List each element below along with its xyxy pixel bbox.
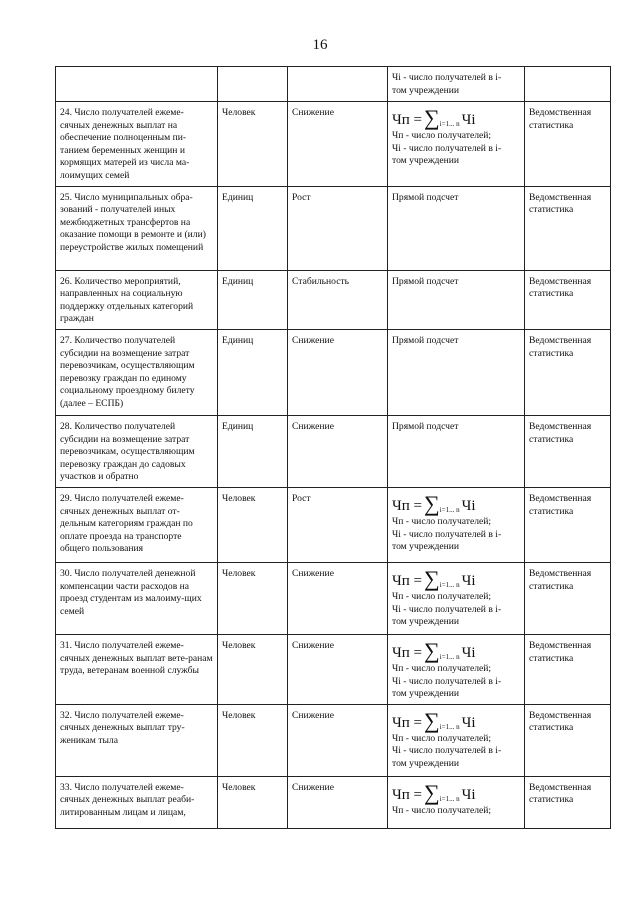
sum-symbol: ∑ [424, 105, 440, 130]
method-cell [388, 270, 525, 329]
sum-symbol: ∑ [424, 637, 440, 663]
method-text-line: Прямой подсчет [392, 275, 459, 287]
method-text-line: Чi - число получателей в i- [392, 528, 502, 540]
formula-term: Чi [461, 572, 476, 589]
unit-cell: Человек [218, 704, 288, 776]
unit-cell: Единиц [218, 329, 288, 415]
formula [392, 565, 520, 591]
method-cell [388, 102, 525, 187]
indicator-name-cell: 26. Количество мероприятий, направленных на социальную поддержку отдельных категорий граждан [56, 270, 218, 329]
formula-term: Чi [461, 714, 476, 731]
source-cell: Ведомственная статистика [525, 562, 611, 634]
formula-term: Чi [461, 786, 476, 803]
indicator-name-cell: 32. Число получателей ежеме-сячных денежных выплат тру-женикам тыла [56, 704, 218, 776]
indicator-name-cell: 30. Число получателей денежной компенсации части расходов на проезд студентам из малоиму-щих семей [56, 562, 218, 634]
unit-cell: Человек [218, 102, 288, 187]
table-row [56, 562, 611, 634]
trend-cell: Снижение [288, 704, 388, 776]
method-cell [388, 487, 525, 562]
method-text-line: Прямой подсчет [392, 334, 459, 346]
method-text-line: том учреждении [392, 757, 459, 769]
source-cell: Ведомственная статистика [525, 487, 611, 562]
table-row [56, 67, 611, 102]
unit-cell: Человек [218, 487, 288, 562]
unit-cell: Человек [218, 634, 288, 704]
method-text-line: том учреждении [392, 84, 459, 96]
table-row [56, 102, 611, 187]
table-row [56, 704, 611, 776]
indicator-name-cell: 27. Количество получателей субсидии на возмещение затрат перевозчикам, осуществляющим перевозку граждан по единому социальному проездному билету (далее – ЕСПБ) [56, 329, 218, 415]
unit-cell: Единиц [218, 186, 288, 270]
source-cell: Ведомственная статистика [525, 186, 611, 270]
table-row [56, 270, 611, 329]
table-row [56, 186, 611, 270]
trend-cell: Снижение [288, 634, 388, 704]
method-cell [388, 704, 525, 776]
trend-cell: Снижение [288, 102, 388, 187]
method-text-line: Чi - число получателей в i- [392, 675, 502, 687]
formula-lhs: Чп = [392, 572, 422, 589]
method-cell [388, 634, 525, 704]
formula-term: Чi [461, 112, 476, 128]
method-text-line: Чi - число получателей в i- [392, 745, 502, 757]
method-text-line: Чп - число получателей; [392, 590, 492, 602]
table-row [56, 487, 611, 562]
trend-cell: Снижение [288, 562, 388, 634]
indicator-name-cell: 33. Число получателей ежеме-сячных денежных выплат реаби-литированным лицам и лицам, [56, 776, 218, 828]
trend-cell [288, 67, 388, 102]
sum-subscript: i=1... n [439, 652, 460, 661]
sum-symbol: ∑ [424, 490, 440, 516]
source-cell [525, 67, 611, 102]
table-row [56, 634, 611, 704]
unit-cell [218, 67, 288, 102]
method-cell [388, 415, 525, 487]
trend-cell: Снижение [288, 776, 388, 828]
formula-term: Чi [461, 644, 476, 661]
method-text-line: том учреждении [392, 616, 459, 628]
sum-subscript: i=1... n [439, 794, 460, 803]
formula [392, 107, 520, 129]
unit-cell: Человек [218, 562, 288, 634]
formula-lhs: Чп = [392, 497, 422, 514]
method-cell [388, 562, 525, 634]
source-cell: Ведомственная статистика [525, 329, 611, 415]
formula-lhs: Чп = [392, 644, 422, 661]
trend-cell: Стабильность [288, 270, 388, 329]
sum-subscript: i=1... n [439, 505, 460, 514]
source-cell: Ведомственная статистика [525, 704, 611, 776]
formula [392, 637, 520, 663]
table-row [56, 776, 611, 828]
method-text-line: Прямой подсчет [392, 191, 459, 203]
method-text-line: Прямой подсчет [392, 420, 459, 432]
table-body [56, 67, 611, 829]
formula [392, 707, 520, 733]
trend-cell: Рост [288, 186, 388, 270]
source-cell: Ведомственная статистика [525, 270, 611, 329]
indicator-name-cell [56, 67, 218, 102]
sum-symbol: ∑ [424, 779, 440, 805]
sum-symbol: ∑ [424, 565, 440, 591]
method-text-line: Чп - число получателей; [392, 130, 492, 141]
method-text-line: Чi - число получателей в i- [392, 142, 502, 154]
method-text-line: Чi - число получателей в i- [392, 72, 502, 83]
method-text-line: Чп - число получателей; [392, 804, 492, 816]
indicator-name-cell: 29. Число получателей ежеме-сячных денежных выплат от-дельным категориям граждан по оплате проезда на транспорте общего пользования [56, 487, 218, 562]
formula [392, 779, 520, 805]
method-text-line: том учреждении [392, 155, 459, 167]
table-row [56, 415, 611, 487]
formula-lhs: Чп = [392, 786, 422, 803]
method-cell [388, 186, 525, 270]
sum-symbol: ∑ [424, 707, 440, 733]
indicator-name-cell: 24. Число получателей ежеме-сячных денежных выплат на обеспечение полноценным пи-танием беременных женщин и кормящих матерей из числа ма-лоимущих семей [56, 102, 218, 187]
method-text-line: Чп - число получателей; [392, 662, 492, 674]
formula-lhs: Чп = [392, 714, 422, 731]
source-cell: Ведомственная статистика [525, 102, 611, 187]
table-row [56, 329, 611, 415]
method-text-line: Чп - число получателей; [392, 515, 492, 527]
method-text-line: том учреждении [392, 541, 459, 553]
method-cell [388, 329, 525, 415]
indicators-table [55, 66, 611, 829]
trend-cell: Снижение [288, 329, 388, 415]
page-number: 16 [312, 37, 328, 53]
formula [392, 490, 520, 516]
method-cell [388, 67, 525, 102]
sum-subscript: i=1... n [439, 580, 460, 589]
formula-lhs: Чп = [392, 112, 422, 128]
method-text-line: том учреждении [392, 688, 459, 700]
unit-cell: Единиц [218, 415, 288, 487]
source-cell: Ведомственная статистика [525, 776, 611, 828]
indicator-name-cell: 25. Число муниципальных обра-зований - получателей иных межбюджетных трансфертов на оказание помощи в ремонте и (или) переустройстве жилых помещений [56, 186, 218, 270]
sum-subscript: i=1... n [439, 722, 460, 731]
unit-cell: Человек [218, 776, 288, 828]
sum-subscript: i=1... n [439, 120, 460, 128]
method-text-line: Чi - число получателей в i- [392, 603, 502, 615]
source-cell: Ведомственная статистика [525, 415, 611, 487]
indicator-name-cell: 28. Количество получателей субсидии на возмещение затрат перевозчикам, осуществляющим перевозку граждан до садовых участков и обратно [56, 415, 218, 487]
trend-cell: Снижение [288, 415, 388, 487]
trend-cell: Рост [288, 487, 388, 562]
method-cell [388, 776, 525, 828]
indicator-name-cell: 31. Число получателей ежеме-сячных денежных выплат вете-ранам труда, ветеранам военной службы [56, 634, 218, 704]
formula-term: Чi [461, 497, 476, 514]
source-cell: Ведомственная статистика [525, 634, 611, 704]
method-text-line: Чп - число получателей; [392, 732, 492, 744]
unit-cell: Единиц [218, 270, 288, 329]
